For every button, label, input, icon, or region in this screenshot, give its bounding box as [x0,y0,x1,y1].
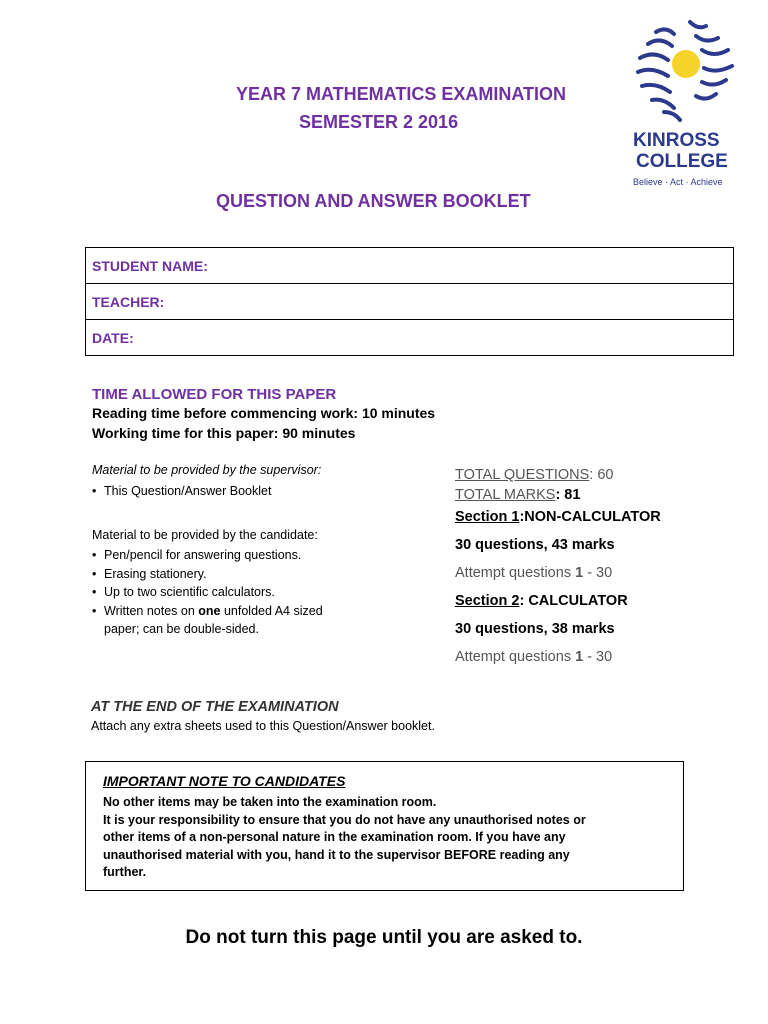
logo-emblem-icon [626,12,746,130]
total-marks: TOTAL MARKS: 81 [455,487,581,503]
section-2-heading: Section 2: CALCULATOR [455,593,628,609]
section-1-counts: 30 questions, 43 marks [455,537,615,553]
section-1-heading: Section 1:NON-CALCULATOR [455,509,661,525]
exam-semester: SEMESTER 2 2016 [299,112,459,132]
date-field[interactable]: DATE: [86,320,734,356]
supervisor-material-list [92,482,422,501]
total-questions: TOTAL QUESTIONS: 60 [455,467,614,483]
section-1-attempt: Attempt questions 1 - 30 [455,565,613,581]
section-2-counts: 30 questions, 38 marks [455,621,615,637]
note-title: IMPORTANT NOTE TO CANDIDATES [103,773,346,789]
student-info-table [85,247,734,356]
end-exam-text: Attach any extra sheets used to this Question/Answer booklet. [91,719,435,733]
list-item: • Pen/pencil for answering questions. [92,546,422,565]
logo-name: KINROSS COLLEGE [633,130,728,172]
candidate-material-list [92,546,422,639]
supervisor-material-heading: Material to be provided by the supervisor: [92,463,322,477]
reading-time: Reading time before commencing work: 10 minutes [92,405,436,421]
student-name-field[interactable]: STUDENT NAME: [86,248,734,284]
footer-instruction: Do not turn this page until you are asked to. [185,927,583,948]
end-exam-heading: AT THE END OF THE EXAMINATION [91,699,339,715]
note-body: No other items may be taken into the examination room. It is your responsibility to ensure that you do not have any unauthorised notes or other items of a non-personal nature in the examination room. If you have any unauthorised material with you, hand it to the supervisor BEFORE reading any further. [103,795,586,879]
important-note-box [85,761,684,891]
booklet-title: QUESTION AND ANSWER BOOKLET [216,191,531,211]
working-time: Working time for this paper: 90 minutes [92,425,356,441]
logo-tagline: Believe · Act · Achieve [633,177,723,187]
candidate-material-heading: Material to be provided by the candidate: [92,528,318,542]
list-item: • Erasing stationery. [92,565,422,584]
teacher-field[interactable]: TEACHER: [86,284,734,320]
list-item: • Up to two scientific calculators. [92,583,422,602]
list-item: • Written notes on one unfolded A4 sized paper; can be double-sided. [92,602,422,639]
section-2-attempt: Attempt questions 1 - 30 [455,649,613,665]
list-item: • This Question/Answer Booklet [92,482,422,501]
exam-title: YEAR 7 MATHEMATICS EXAMINATION [236,84,567,104]
time-heading: TIME ALLOWED FOR THIS PAPER [92,386,337,403]
kinross-college-logo [626,12,746,192]
